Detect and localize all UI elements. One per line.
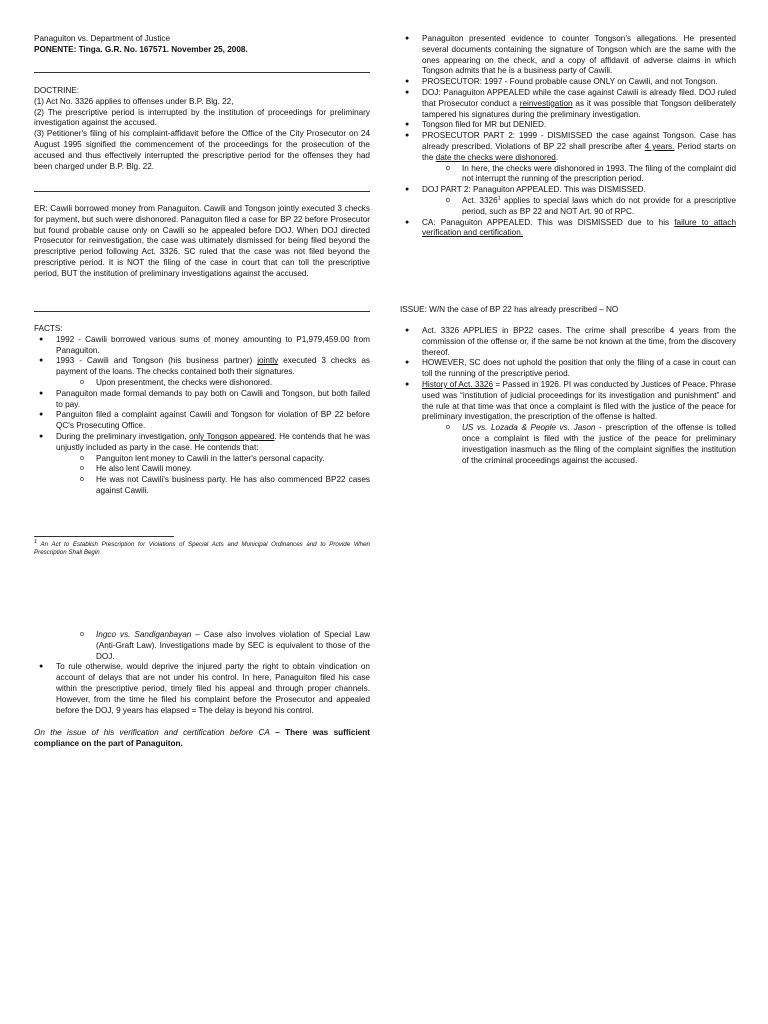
list-item: ● 1993 - Cawili and Tongson (his business partner) jointly executed 3 checks as payment of the loans. The checks contained both their signatures. [39,356,370,377]
held-section [400,326,736,466]
circle-bullet-icon: o [80,378,84,386]
bullet-icon: ● [405,186,410,194]
circle-bullet-icon: o [446,196,450,204]
footnote: $^1$ An Act to Establish Prescription for Violations of Special Acts and Municipal Ordinances and to Provide When Prescription Shall Begin [34,538,370,557]
bullet-icon: ● [405,132,410,140]
list-item: ● Panguiton filed a complaint against Cawili and Tongson for violation of BP 22 before QC's Prosecuting Office. [39,410,370,431]
sub-list-item: o In here, the checks were dishonored in 1993. The filing of the complaint did not interrupt the running of the prescription period. [446,163,736,184]
issue-heading: ISSUE: W/N the case of BP 22 has already prescribed – NO [400,305,619,314]
list-item: ● PROSECUTOR: 1997 - Found probable cause ONLY on Cawili, and not Tongson. [405,77,718,87]
facts-section [34,324,370,497]
list-item: ● CA: Panaguiton APPEALED. This was DISMISSED due to his failure to attach verification and certification. [405,217,736,238]
sub-list-item: o Act. 3326$^1$ applies to special laws which do not provide for a prescriptive period, such as BP 22 and NOT Art. 90 of RPC. [446,195,737,216]
sub-list-item: o Ingco vs. Sandiganbayan – Case also involves violation of Special Law (Anti-Graft Law). Investigations made by SEC is equivalent to those of the DOJ. [80,630,370,661]
circle-bullet-icon: o [446,424,450,432]
divider [34,311,370,312]
ponente-line: PONENTE: Tinga. G.R. No. 167571. November 25, 2008. [34,44,248,54]
bullet-icon: ● [405,218,410,226]
list-item: ● HOWEVER, SC does not uphold the position that only the filing of a case in court can toll the running of the prescriptive period. [405,358,736,379]
facts-continued-list [400,34,736,239]
list-item: ● To rule otherwise, would deprive the injured party the right to obtain vindication on account of delays that are not under his control. In here, Panaguiton filed his case within the prescriptive period, timely filed his appeal and through proper channels. However, from the time he filed his complaint before the Prosecutor and appealed before the DOJ, 9 years has elapsed = The delay is beyond his control. [39,662,370,715]
bullet-icon: ● [39,389,44,397]
list-item: ● DOJ PART 2: Panaguiton APPEALED. This was DISMISSED. [405,185,646,195]
bullet-icon: ● [405,88,410,96]
list-item: ● DOJ: Panaguiton APPEALED while the case against Cawili is already filed. DOJ ruled that Prosecutor conduct a reinvestigation as it was possible that Tongson deliberately tampered his signatures during the preliminary investigation. [405,87,736,119]
list-item: ● History of Act. 3326 = Passed in 1926. PI was conducted by Justices of Peace. Phrase used was “institution of judicial proceedings for its investigation and punishment” and the rule at that time was that once a complaint is filed with the justice of the peace for preliminary investigation, the prescription of the offense is halted. [405,379,736,422]
sub-list-item: o He was not Cawili's business party. He has also commenced BP22 cases against Cawili. [80,475,370,495]
bullet-icon: ● [39,663,44,671]
footnote-rule [34,536,174,537]
doctrine-section [34,86,370,172]
case-header [34,34,370,56]
doctrine-item: (2) The prescriptive period is interrupted by the institution of proceedings for preliminary investigation against the accused. [34,107,370,128]
sub-list-item: o Upon presentment, the checks were dishonored. [80,377,273,387]
circle-bullet-icon: o [80,631,84,638]
bullet-icon: ● [39,411,44,419]
bullet-icon: ● [39,335,44,343]
bullet-icon: ● [39,357,44,365]
facts-list [34,335,370,497]
list-item: ● Act. 3326 APPLIES in BP22 cases. The crime shall prescribe 4 years from the commission of the offense or, if the same be not known at the time, from the discovery thereof. [405,326,736,357]
circle-bullet-icon: o [80,476,84,484]
circle-bullet-icon: o [80,454,84,462]
list-item: ● 1992 - Cawili borrowed various sums of money amounting to P1,979,459.00 from Panaguiton. [39,334,370,355]
bullet-icon: ● [405,121,410,129]
doctrine-heading: DOCTRINE: [34,86,80,95]
bullet-icon: ● [405,327,410,334]
doctrine-item: (1) Act No. 3326 applies to offenses under B.P. Blg. 22, [34,96,234,106]
issue-paragraph: On the issue of his verification and certification before CA – There was sufficient compliance on the part of Panaguiton. [34,728,370,749]
list-item: ● PROSECUTOR PART 2: 1999 - DISMISSED the case against Tongson. Case has already prescribed. Violations of BP 22 shall prescribe after 4 years. Period starts on the date the checks were dishonored. [405,131,736,162]
page2-section [34,630,370,750]
sub-list-item: o Panguiton lent money to Cawili in the latter's personal capacity. [80,453,325,463]
circle-bullet-icon: o [446,164,450,172]
right-list-section [400,34,736,239]
bullet-icon: ● [405,359,410,367]
list-item: ● Tongson filed for MR but DENIED. [405,120,547,130]
sub-list-item: o He also lent Cawili money. [80,464,192,474]
sub-list-item: o US vs. Lozada & People vs. Jason - prescription of the offense is tolled once a complaint is filed with the justice of the peace for preliminary investigation inasmuch as the filing of the complaint signifies the institution of the criminal proceedings against the accused. [446,423,736,465]
list-item: ● During the preliminary investigation, only Tongson appeared. He contends that he was unjustly included as party in the case. He contends that: [39,431,370,452]
page2-list [34,630,370,716]
bullet-icon: ● [405,78,410,86]
bullet-icon: ● [405,35,410,42]
facts-heading: FACTS: [34,324,63,333]
er-paragraph: ER: Cawili borrowed money from Panaguiton. Cawili and Tongson jointly executed 3 checks for payment, but such were dishonored. Panaguiton filed a case for BP 22 before Prosecutor but found probable cause only on Cawili so he appealed before DOJ. When DOJ directed Prosecutor for reinvestigation, the case was ultimately dismissed for being filed beyond the prescriptive period following Act. 3326. SC ruled that the case was not filed beyond the prescriptive period. It is NOT the filing of the case in court that can toll the prescriptive period, BUT the institution of preliminary investigations against the accused. [34,204,370,278]
held-list [400,326,736,466]
circle-bullet-icon: o [80,465,84,473]
bullet-icon: ● [405,380,410,388]
bullet-icon: ● [39,432,44,440]
doctrine-item: (3) Petitioner's filing of his complaint-affidavit before the Office of the City Prosecutor on 24 August 1995 signified the commencement of the proceedings for the prosecution of the accused and thus effectively interrupted the prescriptive period for the offenses they had been charged under B.P. Blg. 22. [34,129,370,171]
list-item: ● Panaguiton presented evidence to counter Tongson's allegations. He presented several documents containing the signature of Tongson which are the same with the ones appearing on the check, and a copy of affidavit of adverse claims in which Tongson admits that he is a business party of Cawili. [405,34,736,76]
case-title: Panaguiton vs. Department of Justice [34,34,171,43]
list-item: ● Panaguiton made formal demands to pay both on Cawili and Tongson, but both failed to pay. [39,388,370,409]
divider [34,72,370,73]
divider [34,191,370,192]
